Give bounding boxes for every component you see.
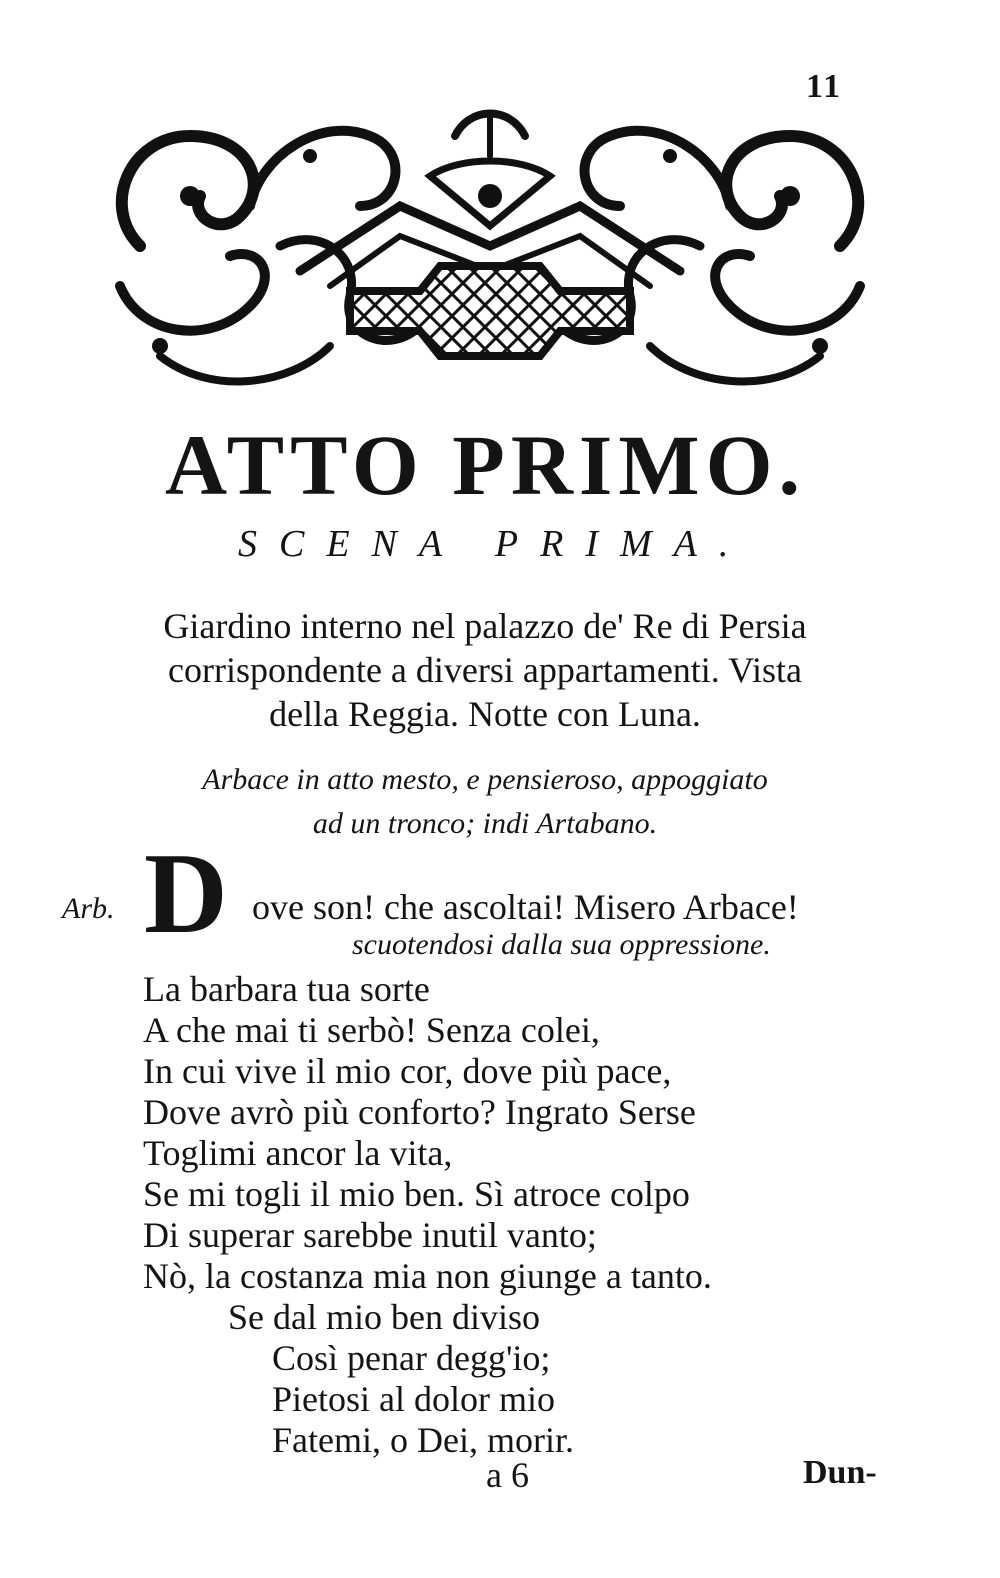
verse-line: Pietosi al dolor mio [272,1379,555,1419]
first-verse-line: ove son! che ascoltai! Misero Arbace! [252,887,799,927]
speaker-name: Arb. [62,892,115,925]
stage-aside: scuotendosi dalla sua oppressione. [352,928,771,961]
stage-direction-line: ad un tronco; indi Artabano. [312,807,658,840]
verse-line: Così penar degg'io; [272,1338,551,1378]
verse-line: La barbara tua sorte [143,969,430,1009]
headpiece-ornament [100,96,880,396]
stage-direction-line: Arbace in atto mesto, e pensieroso, appoggiato [202,763,768,796]
signature-mark: a 6 [486,1455,529,1495]
setting-line: Giardino interno nel palazzo de' Re di Persia [163,606,807,646]
verse-line: Se dal mio ben diviso [228,1297,540,1337]
setting-line: della Reggia. Notte con Luna. [269,694,701,734]
verse-line: Se mi togli il mio ben. Sì atroce colpo [143,1174,690,1214]
catchword: Dun- [803,1454,877,1491]
verse-line: Di superar sarebbe inutil vanto; [143,1215,597,1255]
verse-line: A che mai ti serbò! Senza colei, [143,1010,600,1050]
act-title: ATTO PRIMO. [165,417,806,513]
page-number: 11 [806,68,843,105]
scene-setting [80,604,890,736]
verse-line: Nò, la costanza mia non giunge a tanto. [143,1256,712,1296]
scene-title: SCENA PRIMA. [238,523,751,565]
verse-line: Dove avrò più conforto? Ingrato Serse [143,1092,696,1132]
drop-cap: D [144,830,228,958]
verse-line: In cui vive il mio cor, dove più pace, [143,1051,672,1091]
verse-line: Fatemi, o Dei, morir. [272,1420,574,1460]
verse-line: Toglimi ancor la vita, [143,1133,453,1173]
setting-line: corrispondente a diversi appartamenti. Vista [168,650,802,690]
